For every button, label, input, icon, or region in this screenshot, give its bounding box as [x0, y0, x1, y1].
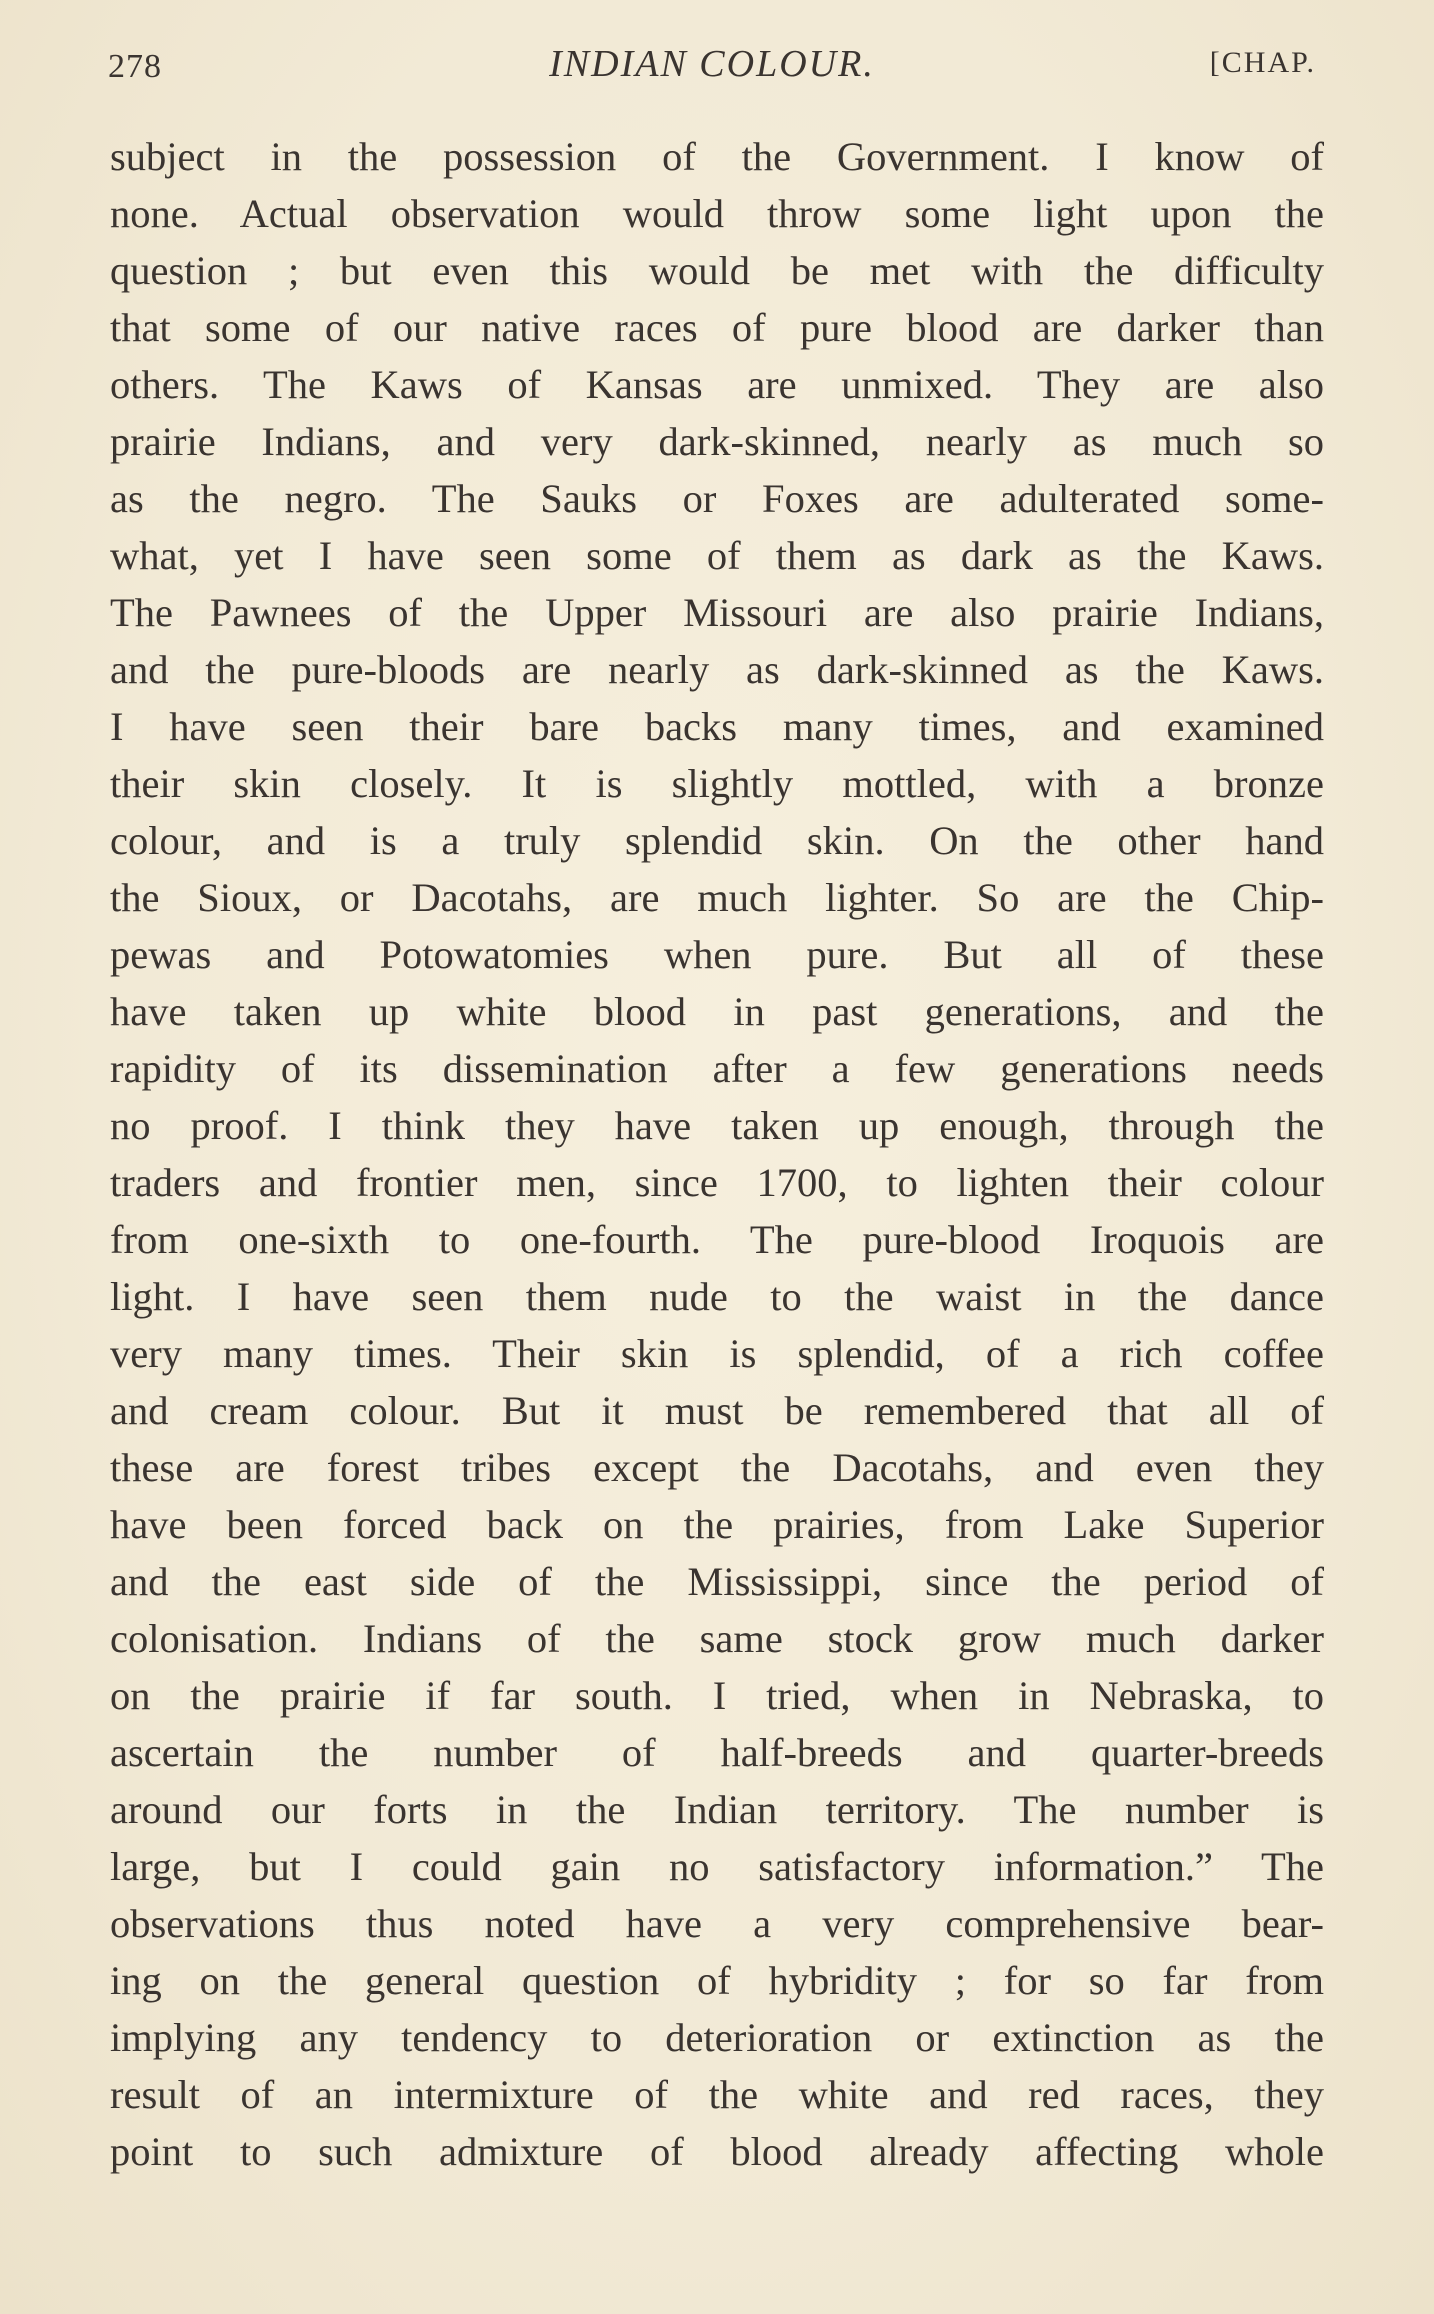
text-line: ing on the general question of hybridity ; for so far from	[110, 1958, 1324, 2003]
text-line: observations thus noted have a very comprehensive bear-	[110, 1901, 1324, 1946]
text-line: and the east side of the Mississippi, since the period of	[110, 1559, 1324, 1604]
text-line: have taken up white blood in past generations, and the	[110, 989, 1324, 1034]
text-line: have been forced back on the prairies, from Lake Superior	[110, 1502, 1324, 1547]
text-line: as the negro. The Sauks or Foxes are adulterated some-	[110, 476, 1324, 521]
text-line: large, but I could gain no satisfactory information.” The	[110, 1844, 1324, 1889]
text-line: on the prairie if far south. I tried, when in Nebraska, to	[110, 1673, 1324, 1718]
chapter-mark: [CHAP.	[1209, 46, 1316, 79]
text-line: result of an intermixture of the white and red races, they	[110, 2072, 1324, 2117]
body-text	[110, 128, 1324, 2180]
text-line: none. Actual observation would throw some light upon the	[110, 191, 1324, 236]
text-line: prairie Indians, and very dark-skinned, nearly as much so	[110, 419, 1324, 464]
text-line: and cream colour. But it must be remembered that all of	[110, 1388, 1324, 1433]
text-line: pewas and Potowatomies when pure. But all of these	[110, 932, 1324, 977]
running-head	[108, 40, 1316, 96]
text-line: question ; but even this would be met with the difficulty	[110, 248, 1324, 293]
text-line: their skin closely. It is slightly mottled, with a bronze	[110, 761, 1324, 806]
text-line: no proof. I think they have taken up enough, through the	[110, 1103, 1324, 1148]
text-line: traders and frontier men, since 1700, to lighten their colour	[110, 1160, 1324, 1205]
text-line: very many times. Their skin is splendid, of a rich coffee	[110, 1331, 1324, 1376]
text-line: around our forts in the Indian territory. The number is	[110, 1787, 1324, 1832]
text-line: these are forest tribes except the Dacotahs, and even they	[110, 1445, 1324, 1490]
text-line: The Pawnees of the Upper Missouri are also prairie Indians,	[110, 590, 1324, 635]
text-line: the Sioux, or Dacotahs, are much lighter. So are the Chip-	[110, 875, 1324, 920]
text-line: point to such admixture of blood already affecting whole	[110, 2129, 1324, 2174]
page-number: 278	[108, 48, 162, 85]
text-line: what, yet I have seen some of them as dark as the Kaws.	[110, 533, 1324, 578]
running-title: INDIAN COLOUR.	[549, 43, 875, 85]
text-line: from one-sixth to one-fourth. The pure-blood Iroquois are	[110, 1217, 1324, 1262]
text-line: light. I have seen them nude to the waist in the dance	[110, 1274, 1324, 1319]
text-line: subject in the possession of the Government. I know of	[110, 134, 1324, 179]
text-line: colour, and is a truly splendid skin. On the other hand	[110, 818, 1324, 863]
text-line: that some of our native races of pure blood are darker than	[110, 305, 1324, 350]
text-line: ascertain the number of half-breeds and quarter-breeds	[110, 1730, 1324, 1775]
text-line: and the pure-bloods are nearly as dark-skinned as the Kaws.	[110, 647, 1324, 692]
text-line: others. The Kaws of Kansas are unmixed. They are also	[110, 362, 1324, 407]
text-line: rapidity of its dissemination after a few generations needs	[110, 1046, 1324, 1091]
text-line: I have seen their bare backs many times, and examined	[110, 704, 1324, 749]
text-line: implying any tendency to deterioration or extinction as the	[110, 2015, 1324, 2060]
text-line: colonisation. Indians of the same stock grow much darker	[110, 1616, 1324, 1661]
